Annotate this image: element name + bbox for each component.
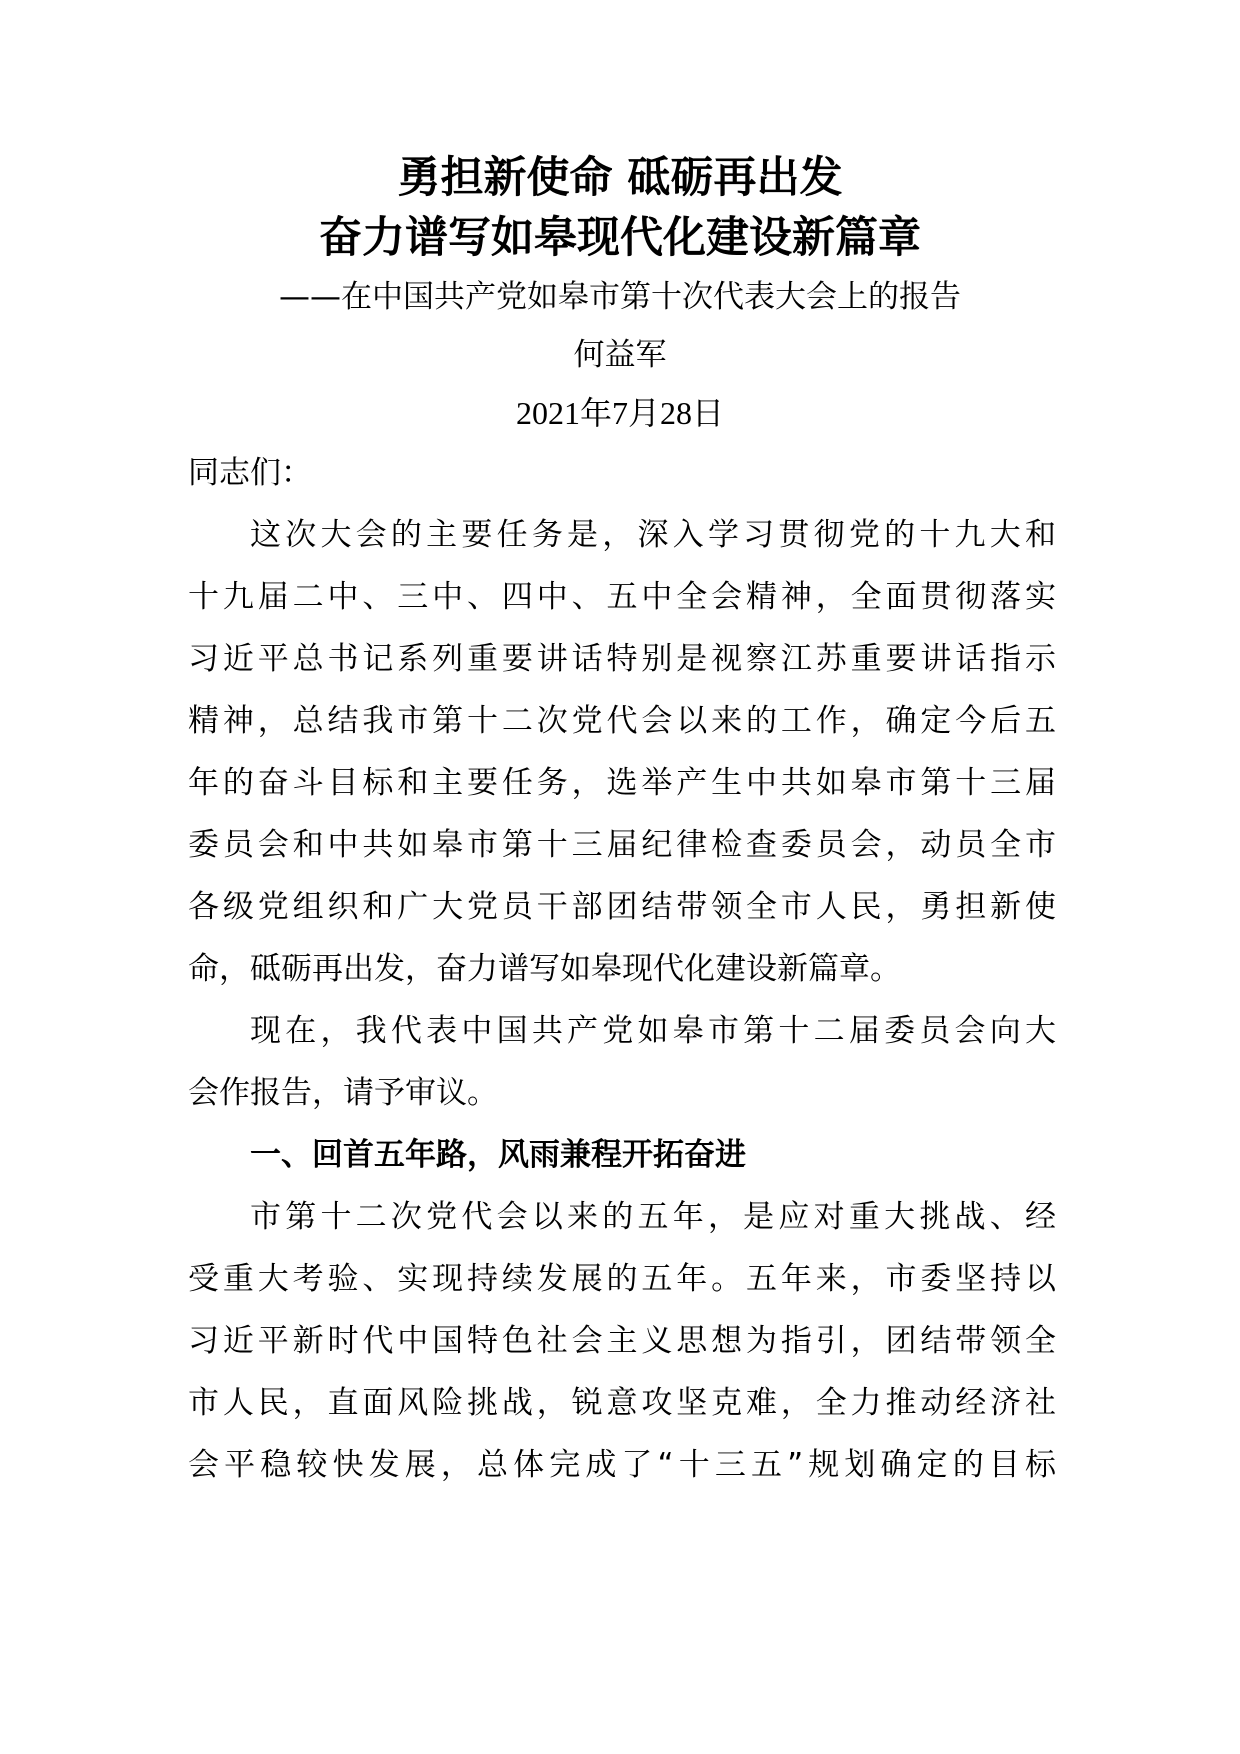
paragraph-line: 会平稳较快发展，总体完成了“十三五”规划确定的目标 xyxy=(188,1447,1056,1483)
title-line-1: 勇担新使命 砥砺再出发 xyxy=(397,153,843,203)
paragraph-line: 年的奋斗目标和主要任务，选举产生中共如皋市第十三届 xyxy=(188,765,1056,801)
paragraph-line: 市人民，直面风险挑战，锐意攻坚克难，全力推动经济社 xyxy=(188,1385,1056,1421)
paragraph-2 xyxy=(188,1000,1056,1124)
paragraph-line: 市第十二次党代会以来的五年，是应对重大挑战、经 xyxy=(250,1199,1056,1235)
paragraph-1 xyxy=(188,504,1056,1000)
paragraph-line: 十九届二中、三中、四中、五中全会精神，全面贯彻落实 xyxy=(188,579,1056,615)
section-heading: 一、回首五年路，风雨兼程开拓奋进 xyxy=(250,1137,746,1173)
author-name: 何益军 xyxy=(573,337,667,373)
paragraph-line: 各级党组织和广大党员干部团结带领全市人民，勇担新使 xyxy=(188,889,1056,925)
paragraph-line: 这次大会的主要任务是，深入学习贯彻党的十九大和 xyxy=(250,517,1056,553)
paragraph-line: 命，砥砺再出发，奋力谱写如皋现代化建设新篇章。 xyxy=(188,951,901,987)
salutation: 同志们： xyxy=(188,455,312,491)
paragraph-line: 习近平总书记系列重要讲话特别是视察江苏重要讲话指示 xyxy=(188,641,1056,677)
subtitle: ——在中国共产党如皋市第十次代表大会上的报告 xyxy=(279,279,961,315)
document-column xyxy=(188,148,1056,1496)
title-line-2: 奋力谱写如皋现代化建设新篇章 xyxy=(319,213,921,263)
report-date: 2021年7月28日 xyxy=(515,395,724,431)
paragraph-line: 委员会和中共如皋市第十三届纪律检查委员会，动员全市 xyxy=(188,827,1056,863)
paragraph-line: 受重大考验、实现持续发展的五年。五年来，市委坚持以 xyxy=(188,1261,1056,1297)
paragraph-line: 会作报告，请予审议。 xyxy=(188,1075,498,1111)
paragraph-line: 习近平新时代中国特色社会主义思想为指引，团结带领全 xyxy=(188,1323,1056,1359)
paragraph-line: 现在，我代表中国共产党如皋市第十二届委员会向大 xyxy=(250,1013,1056,1049)
paragraph-line: 精神，总结我市第十二次党代会以来的工作，确定今后五 xyxy=(188,703,1056,739)
section-paragraph xyxy=(188,1186,1056,1496)
